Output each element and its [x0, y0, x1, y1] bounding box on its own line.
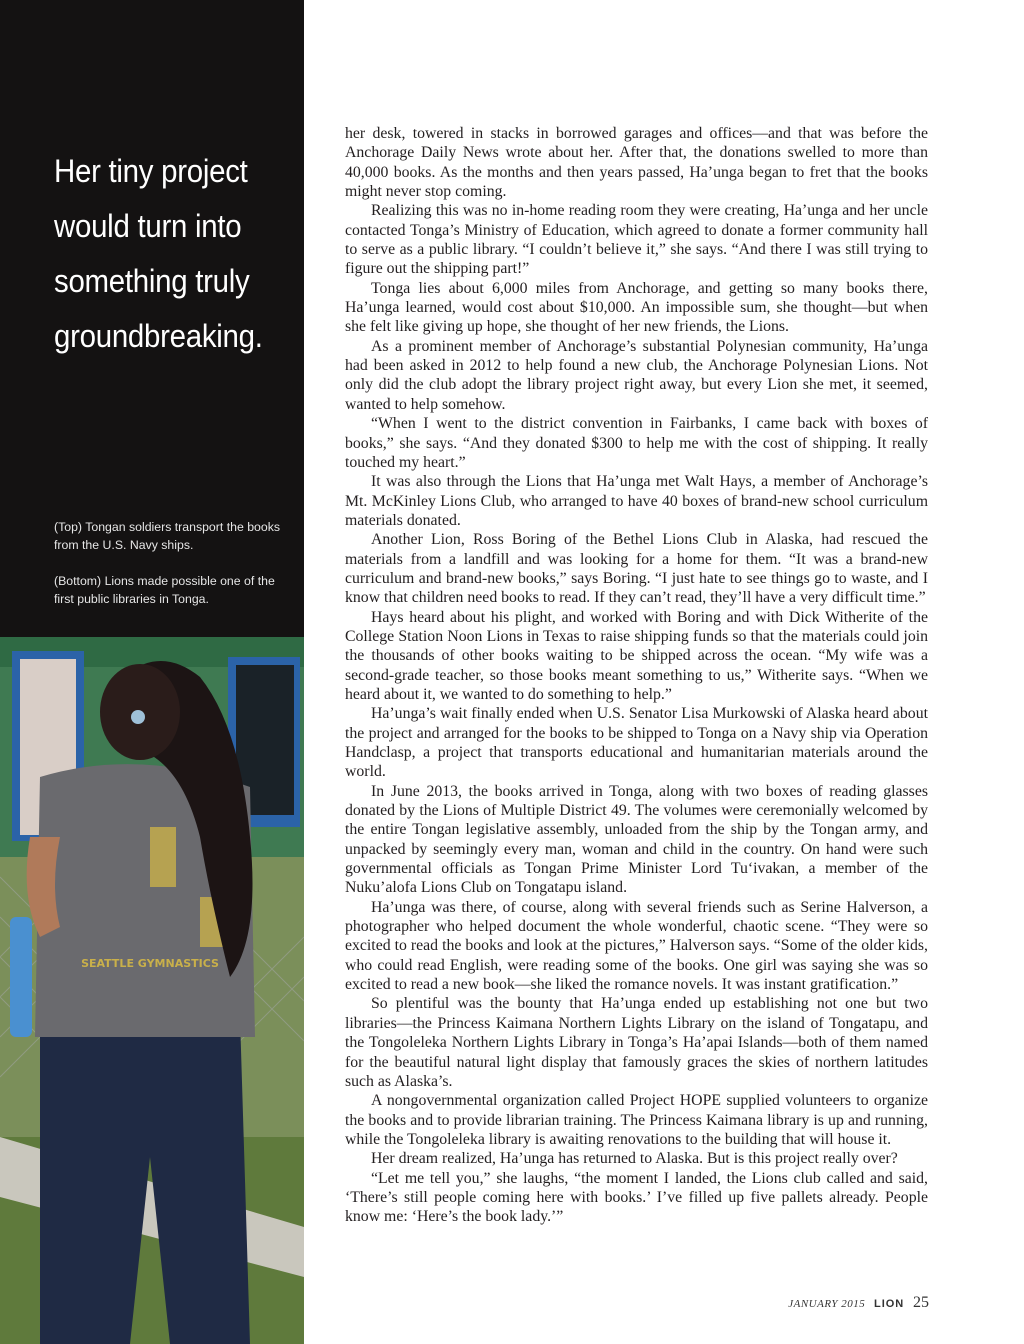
sidebar-panel — [0, 0, 304, 637]
article-body — [345, 124, 928, 1227]
article-paragraph: So plentiful was the bounty that Ha’unga ended up establishing not one but two libraries—the Princess Kaimana Northern Lights Library on the island of Tongatapu, and the Tongoleleka Northern Lights Library in Tonga’s Ha’apai Islands—both of them named for the beautiful natural light display that famously graces the skies of northern latitudes such as Alaska’s. — [345, 995, 928, 1090]
article-paragraph: In June 2013, the books arrived in Tonga, along with two boxes of reading glasses donated by the Lions of Multiple District 49. The volumes were ceremonially welcomed by the entire Tongan legislative assembly, unloaded from the ship by the Tongan army, and unpacked by seemingly every man, woman and child in the country. On hand were such governmental officials as Tongan Prime Minister Lord Tu‘ivakan, a member of the Nuku’alofa Lions Club on Tongatapu island. — [345, 782, 928, 897]
article-paragraph: A nongovernmental organization called Project HOPE supplied volunteers to organize the books and to provide librarian training. The Princess Kaimana library is up and running, while the Tongoleleka library is awaiting renovations to the building that will house it. — [345, 1092, 928, 1148]
caption-top: (Top) Tongan soldiers transport the books from the U.S. Navy ships. — [54, 520, 281, 552]
magazine-name: LION — [873, 1298, 905, 1310]
article-paragraph: It was also through the Lions that Ha’unga met Walt Hays, a member of Anchorage’s Mt. McKinley Lions Club, who arranged to have 40 boxes of brand-new school curriculum materials donated. — [345, 473, 928, 529]
article-paragraph: her desk, towered in stacks in borrowed garages and offices—and that was before the Anchorage Daily News wrote about her. After that, the donations swelled to more than 40,000 books. As the months and then years passed, Ha’unga began to fret that the books might never stop coming. — [345, 125, 928, 201]
shirt-print-text: SEATTLE GYMNASTICS — [81, 957, 219, 970]
article-paragraph: Tonga lies about 6,000 miles from Anchorage, and getting so many books there, Ha’unga learned, would cost about $10,000. An impossible sum, she thought—but when she felt like giving up hope, she thought of her new friends, the Lions. — [345, 279, 928, 336]
page-number: 25 — [913, 1294, 929, 1311]
caption-bottom: (Bottom) Lions made possible one of the first public libraries in Tonga. — [54, 574, 275, 606]
article-paragraph: As a prominent member of Anchorage’s substantial Polynesian community, Ha’unga had been asked in 2012 to help found a new club, the Anchorage Polynesian Lions. Not only did the club adopt the library project right away, but every Lion she met, it seemed, wanted to help somehow. — [345, 337, 928, 413]
article-paragraph: Hays heard about his plight, and worked with Boring and with Dick Witherite of the College Station Noon Lions in Texas to raise shipping funds so that the materials could join the thousands of other books waiting to be shipped across the ocean. “My wife was a second-grade teacher, so those books meant something to us,” Witherite says. “When we heard about it, we wanted to do something to help.” — [345, 608, 928, 703]
article-paragraph: “When I went to the district convention in Fairbanks, I came back with boxes of books,” she says. “And they donated $300 to help me with the cost of shipping. It really touched my heart.” — [345, 415, 928, 471]
article-paragraph: Ha’unga’s wait finally ended when U.S. Senator Lisa Murkowski of Alaska heard about the project and arranged for the books to be shipped to Tonga on a Navy ship via Operation Handclasp, a project that transports educational and humanitarian materials around the world. — [345, 705, 928, 781]
pull-quote: Her tiny project would turn into something truly groundbreaking. — [54, 153, 263, 354]
article-paragraph: Realizing this was no in-home reading room they were creating, Ha’unga and her uncle contacted Tonga’s Ministry of Education, which agreed to donate a former community hall to serve as a public library. “I couldn’t believe it,” she says. “And there I was still trying to figure out the shipping part!” — [345, 202, 928, 278]
issue-date: JANUARY 2015 — [788, 1298, 866, 1310]
photo-woman-at-library — [0, 637, 304, 1344]
article-paragraph: “Let me tell you,” she laughs, “the moment I landed, the Lions club called and said, ‘There’s still people coming here with books.’ I’ve filled up five pallets already. People know me: ‘Here’s the book lady.’” — [345, 1169, 928, 1226]
article-paragraph: Her dream realized, Ha’unga has returned to Alaska. But is this project really over? — [371, 1150, 898, 1168]
article-paragraph: Ha’unga was there, of course, along with several friends such as Serine Halverson, a photographer who helped document the whole wonderful, chaotic scene. “They were so excited to read the books and look at the pictures,” Halverson says. “Some of the older kids, who could read English, were reading some of the books. One girl was saying she was so excited to read a new book—she liked the romance novels. It was instant gratification.” — [345, 898, 928, 994]
page-folio — [788, 1294, 929, 1312]
photo-captions — [54, 518, 284, 626]
article-paragraph: Another Lion, Ross Boring of the Bethel Lions Club in Alaska, had rescued the materials from a landfill and was looking for a home for them. “It was a brand-new curriculum and brand-new books,” says Boring. “I just hate to see things go to waste, and I know that children need books to read. If they can’t read, they’ll have a very difficult time.” — [345, 531, 928, 607]
